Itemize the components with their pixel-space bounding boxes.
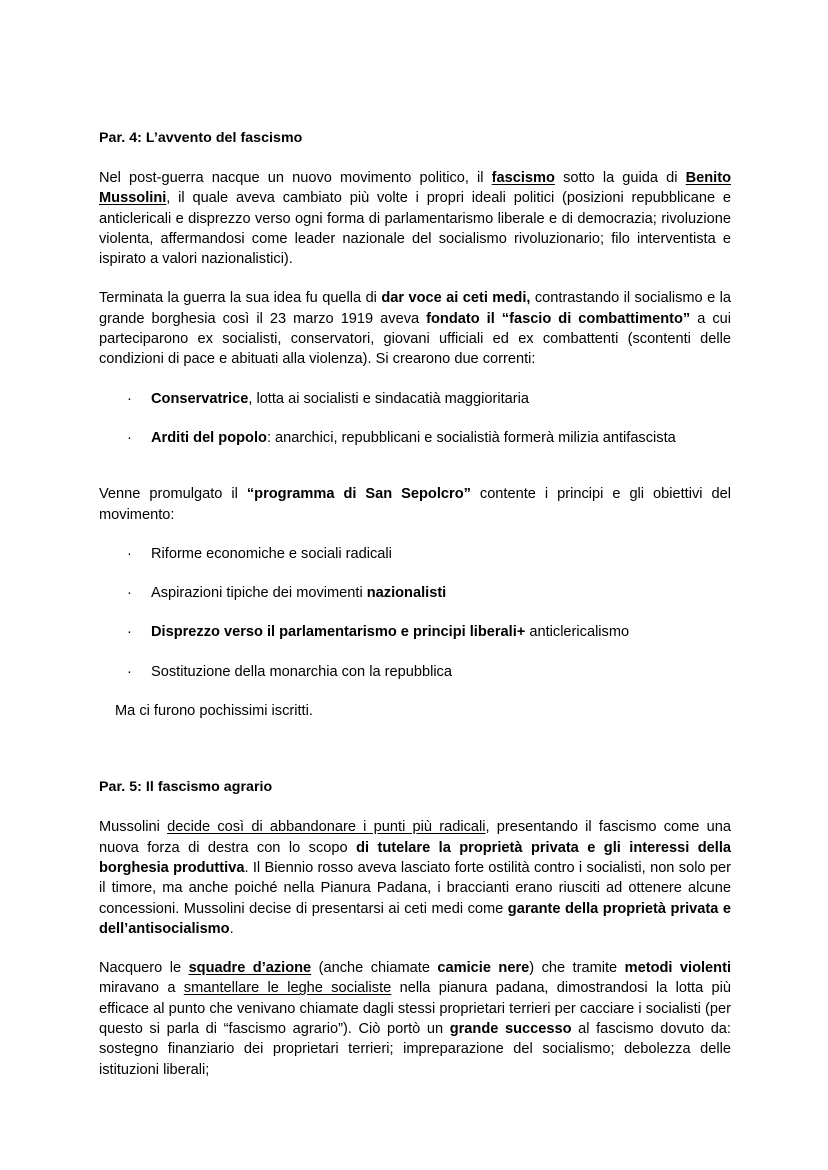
- paragraph-fascismo-destra: [99, 817, 731, 939]
- bullet-icon: ·: [127, 390, 132, 407]
- text-run: a cui parteciparono ex socialisti, conservatori, giovani ufficiali ed ex combattenti (scontenti delle condizioni di pace e abituati alla violenza). Si crearono due correnti:: [99, 310, 732, 368]
- section-heading-par-4: Par. 4: L’avvento del fascismo: [99, 130, 303, 146]
- document-body: [99, 128, 731, 1080]
- bullet-icon: ·: [127, 545, 132, 562]
- list-item: [99, 662, 731, 682]
- list-item-text: , lotta ai socialisti e sindacatià maggioritaria: [248, 390, 530, 407]
- emphasis-benito-mussolini: Benito Mussolini: [99, 170, 731, 207]
- list-item: [99, 389, 731, 409]
- paragraph-fascio-di-combattimento: [99, 288, 731, 369]
- text-run: . Il Biennio rosso aveva lasciato forte ostilità contro i socialisti, non solo per il timore, ma anche poiché nella Pianura Padana, i braccianti erano riusciti ad ottenere alcune concessioni. Mussolini decise di presentarsi ai ceti medi come: [99, 859, 731, 917]
- list-correnti: [99, 389, 731, 449]
- list-item-text: : anarchici, repubblicani e socialistià formerà milizia antifascista: [266, 429, 676, 446]
- text-run: contente i principi e gli obiettivi del movimento:: [99, 486, 731, 523]
- paragraph-programma-san-sepolcro: [99, 484, 731, 525]
- text-run: , il quale aveva cambiato più volte i propri ideali politici (posizioni repubblicane e anticlericali e disprezzo verso ogni forma di parlamentarismo liberale e di democrazia; rivoluzione violenta, affermandosi come leader nazionale del socialismo rivoluzionario; filo interventista e ispirato a valori nazionalistici).: [99, 190, 731, 268]
- list-item: [99, 583, 731, 603]
- list-item: [99, 544, 731, 564]
- paragraph-fascismo-origini: [99, 168, 731, 269]
- text-run: Nacquero le: [99, 960, 189, 977]
- text-run: contrastando il socialismo e la grande borghesia così il 23 marzo 1919 aveva: [99, 290, 731, 327]
- list-item: [99, 428, 731, 448]
- emphasis-fascismo: fascismo: [491, 170, 555, 186]
- bullet-icon: ·: [127, 624, 132, 641]
- text-run: Venne promulgato il: [99, 486, 247, 503]
- text-run: miravano a: [99, 980, 184, 997]
- text-run: (anche chiamate: [311, 960, 438, 977]
- emphasis-dar-voce-ai-ceti-medi: dar voce ai ceti medi,: [381, 290, 531, 307]
- list-item-term: Arditi del popolo: [151, 429, 267, 446]
- bullet-icon: ·: [127, 429, 132, 446]
- list-programma-punti: [99, 544, 731, 682]
- text-run: nella pianura padana, dimostrandosi la lotta più efficace al punto che venivano chiamate dagli stessi proprietari terrieri per cacciare i socialisti (per questo si parla di “fascismo agrario”). Ciò portò un: [99, 980, 732, 1038]
- emphasis-fondato-fascio: fondato il “fascio di combattimento”: [426, 310, 691, 327]
- list-item-term: Disprezzo verso il parlamentarismo e principi liberali+: [151, 624, 526, 641]
- text-run: Mussolini: [99, 819, 168, 836]
- text-run: , presentando il fascismo come una nuova forza di destra con lo scopo: [99, 819, 731, 856]
- list-item-text: Riforme economiche e sociali radicali: [151, 545, 392, 562]
- emphasis-abbandonare-punti-radicali: decide così di abbandonare i punti più radicali: [167, 819, 486, 836]
- text-run: .: [229, 920, 234, 937]
- text-run: sotto la guida di: [554, 170, 686, 186]
- list-item-text-tail: anticlericalismo: [525, 624, 630, 641]
- text-run: al fascismo dovuto da: sostegno finanziario dei proprietari terrieri; impreparazione del socialismo; debolezza delle istituzioni liberali;: [99, 1021, 731, 1078]
- list-item-text: Aspirazioni tipiche dei movimenti: [151, 585, 367, 602]
- list-item: [99, 622, 731, 642]
- paragraph-squadre-azione: [99, 958, 731, 1080]
- text-run: ) che tramite: [529, 960, 625, 977]
- emphasis-tutelare-proprieta-privata: di tutelare la proprietà privata e gli interessi della borghesia produttiva: [99, 839, 731, 876]
- emphasis-smantellare-leghe-socialiste: smantellare le leghe socialiste: [183, 980, 392, 997]
- list-item-term: Conservatrice: [151, 390, 249, 407]
- emphasis-metodi-violenti: metodi violenti: [624, 960, 732, 977]
- bullet-icon: ·: [127, 663, 132, 680]
- bullet-icon: ·: [127, 585, 132, 602]
- emphasis-programma-san-sepolcro: “programma di San Sepolcro”: [246, 486, 471, 503]
- text-run: Nel post-guerra nacque un nuovo movimento politico, il: [99, 170, 492, 186]
- emphasis-garante-proprieta-privata: garante della proprietà privata e dell’antisocialismo: [99, 900, 732, 937]
- section-heading-par-5: Par. 5: Il fascismo agrario: [99, 779, 273, 796]
- emphasis-camicie-nere: camicie nere: [437, 960, 530, 977]
- emphasis-squadre-azione: squadre d’azione: [188, 960, 312, 977]
- list-item-text: Sostituzione della monarchia con la repubblica: [151, 663, 452, 680]
- list-item-term: nazionalisti: [366, 585, 447, 602]
- spacer: [99, 462, 731, 484]
- text-run: Terminata la guerra la sua idea fu quella di: [99, 290, 382, 307]
- emphasis-grande-successo: grande successo: [449, 1021, 572, 1038]
- paragraph-closing-note: Ma ci furono pochissimi iscritti.: [115, 703, 313, 720]
